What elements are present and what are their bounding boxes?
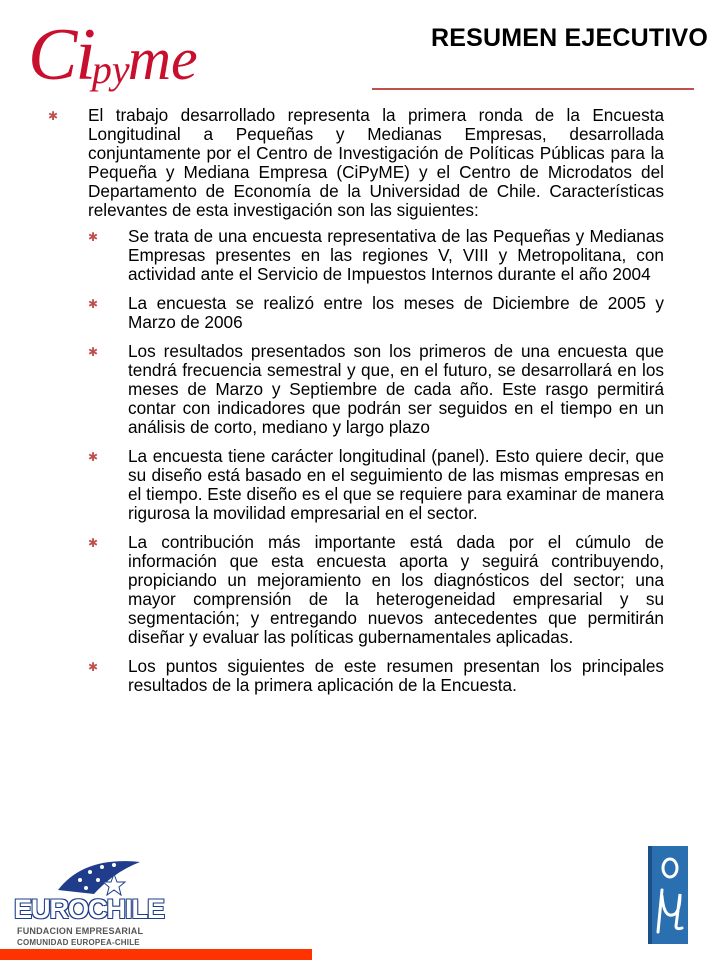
bullet-icon: ✱: [88, 345, 99, 359]
list-item: [88, 294, 664, 332]
bullet-icon: ✱: [88, 230, 99, 244]
eurochile-wordmark: EUROCHILE: [14, 894, 165, 924]
list-item-text: La encuesta se realizó entre los meses de Diciembre de 2005 y Marzo de 2006: [128, 293, 664, 332]
bottom-accent-bar: [0, 949, 312, 960]
star-cluster-icon: [54, 850, 144, 898]
intro-text: El trabajo desarrollado representa la primera ronda de la Encuesta Longitudinal a Pequeñas y Medianas Empresas, desarrollada conjuntamente por el Centro de Investigación de Políticas Públicas para la Pequeña y Mediana Empresa (CiPyME) y el Centro de Microdatos del Departamento de Economía de la Universidad de Chile. Características relevantes de esta investigación son las siguientes:: [88, 105, 664, 220]
bullet-icon: ✱: [48, 109, 59, 123]
page-title: RESUMEN EJECUTIVO: [430, 24, 708, 52]
eurochile-tagline-2: COMUNIDAD EUROPEA-CHILE: [17, 938, 140, 947]
eurochile-tagline-1: FUNDACION EMPRESARIAL: [17, 926, 144, 936]
title-underline: [372, 88, 694, 90]
list-item-text: Se trata de una encuesta representativa de las Pequeñas y Medianas Empresas presentes en las regiones V, VIII y Metropolitana, con actividad ante el Servicio de Impuestos Internos durante el año 2004: [128, 226, 664, 284]
intro-paragraph: [48, 106, 664, 220]
bullet-icon: ✱: [88, 297, 99, 311]
summary-content: [48, 106, 664, 705]
list-item-text: Los resultados presentados son los primeros de una encuesta que tendrá frecuencia semestral y que, en el futuro, se desarrollará en los meses de Marzo y Septiembre de cada año. Este rasgo permitirá contar con indicadores que podrán ser seguidos en el tiempo en un análisis de corto, mediano y largo plazo: [128, 341, 664, 437]
list-item-text: La contribución más importante está dada por el cúmulo de información que esta encuesta aporta y seguirá contribuyendo, propiciando un mejoramiento en los diagnósticos del sector; una mayor comprensión de la heterogeneidad empresarial y su segmentación; y entregando nuevos antecedentes que permitirán diseñar y evaluar las políticas gubernamentales aplicadas.: [128, 532, 664, 647]
characteristics-list: [48, 227, 664, 695]
logo-py: py: [91, 47, 130, 92]
list-item: [88, 227, 664, 284]
logo-ci: Ci: [28, 14, 94, 96]
logo-me: me: [127, 26, 198, 92]
cipyme-logo: [28, 14, 198, 96]
list-item: [88, 342, 664, 437]
list-item: [88, 533, 664, 647]
list-item-text: La encuesta tiene carácter longitudinal (panel). Esto quiere decir, que su diseño está basado en el seguimiento de las mismas empresas en el tiempo. Este diseño es el que se requiere para examinar de manera rigurosa la movilidad empresarial en el sector.: [128, 446, 664, 523]
bullet-icon: ✱: [88, 450, 99, 464]
bullet-icon: ✱: [88, 536, 99, 550]
eurochile-logo: [14, 850, 164, 946]
bullet-icon: ✱: [88, 660, 99, 674]
list-item: [88, 657, 664, 695]
list-item-text: Los puntos siguientes de este resumen presentan los principales resultados de la primera aplicación de la Encuesta.: [128, 656, 664, 695]
mu-badge-icon: [648, 846, 688, 944]
list-item: [88, 447, 664, 523]
